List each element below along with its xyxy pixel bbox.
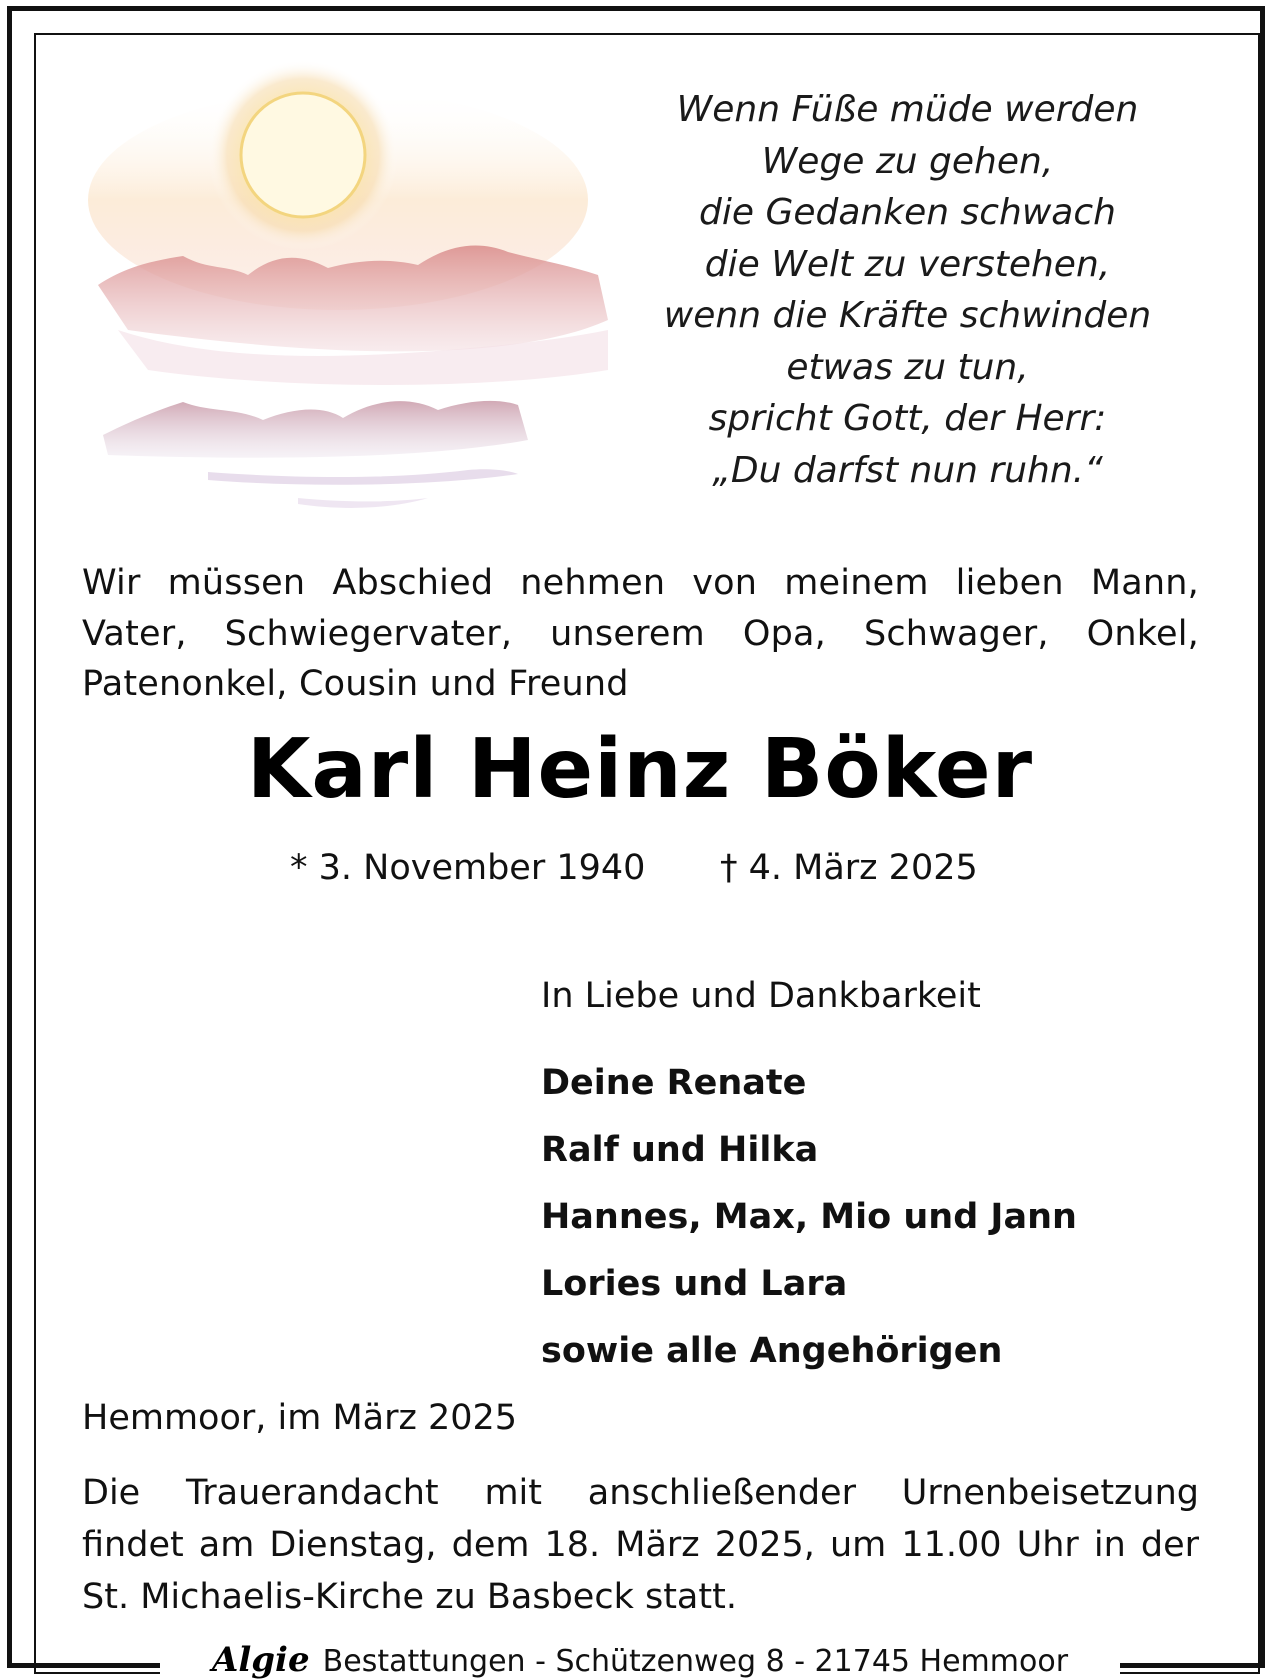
mourner-name: Deine Renate — [541, 1063, 807, 1103]
poem — [620, 84, 1195, 496]
poem-line: „Du darfst nun ruhn.“ — [712, 449, 1103, 491]
funeral-home-logo: Algie — [211, 1640, 310, 1680]
mourner-name: sowie alle Angehörigen — [541, 1331, 1003, 1371]
poem-line: etwas zu tun, — [786, 346, 1029, 388]
funeral-home-address: Bestattungen - Schützenweg 8 - 21745 Hemmoor — [322, 1644, 1069, 1679]
service-line: St. Michaelis-Kirche zu Basbeck statt. — [82, 1577, 737, 1617]
poem-line: Wege zu gehen, — [761, 140, 1054, 182]
intro-text — [82, 558, 1199, 710]
service-line: findet am Dienstag, dem 18. März 2025, um 11.00 Uhr in der — [82, 1525, 1199, 1565]
poem-line: Wenn Füße müde werden — [676, 89, 1139, 130]
death-date: † 4. März 2025 — [720, 848, 978, 888]
service-line: Die Trauerandacht mit anschließender Urnenbeisetzung — [82, 1473, 1199, 1513]
intro-line: Wir müssen Abschied nehmen von meinem lieben Mann, — [82, 563, 1199, 603]
birth-date: * 3. November 1940 — [290, 848, 646, 888]
deceased-name: Karl Heinz Böker — [246, 722, 1034, 817]
water-reflection — [208, 469, 518, 485]
poem-line: spricht Gott, der Herr: — [708, 398, 1107, 439]
footer — [0, 1640, 1280, 1680]
poem-line: die Gedanken schwach — [699, 192, 1116, 233]
mourner-name: Hannes, Max, Mio und Jann — [541, 1197, 1077, 1237]
mountain-range-lower — [103, 401, 528, 458]
intro-line: Patenonkel, Cousin und Freund — [82, 664, 629, 704]
mourner-name: Ralf und Hilka — [541, 1130, 819, 1170]
water-reflection-2 — [298, 498, 428, 508]
sun — [241, 93, 365, 217]
poem-line: wenn die Kräfte schwinden — [663, 295, 1152, 336]
footer-bar — [160, 1640, 1120, 1680]
mourners-list — [541, 1050, 1077, 1385]
service-info — [82, 1467, 1199, 1623]
mourners-heading: In Liebe und Dankbarkeit — [541, 976, 981, 1016]
sunset-illustration — [88, 60, 628, 530]
place-date: Hemmoor, im März 2025 — [82, 1398, 518, 1438]
mourner-name: Lories und Lara — [541, 1264, 848, 1304]
poem-line: die Welt zu verstehen, — [704, 243, 1111, 285]
intro-line: Vater, Schwiegervater, unserem Opa, Schwager, Onkel, — [82, 613, 1199, 654]
